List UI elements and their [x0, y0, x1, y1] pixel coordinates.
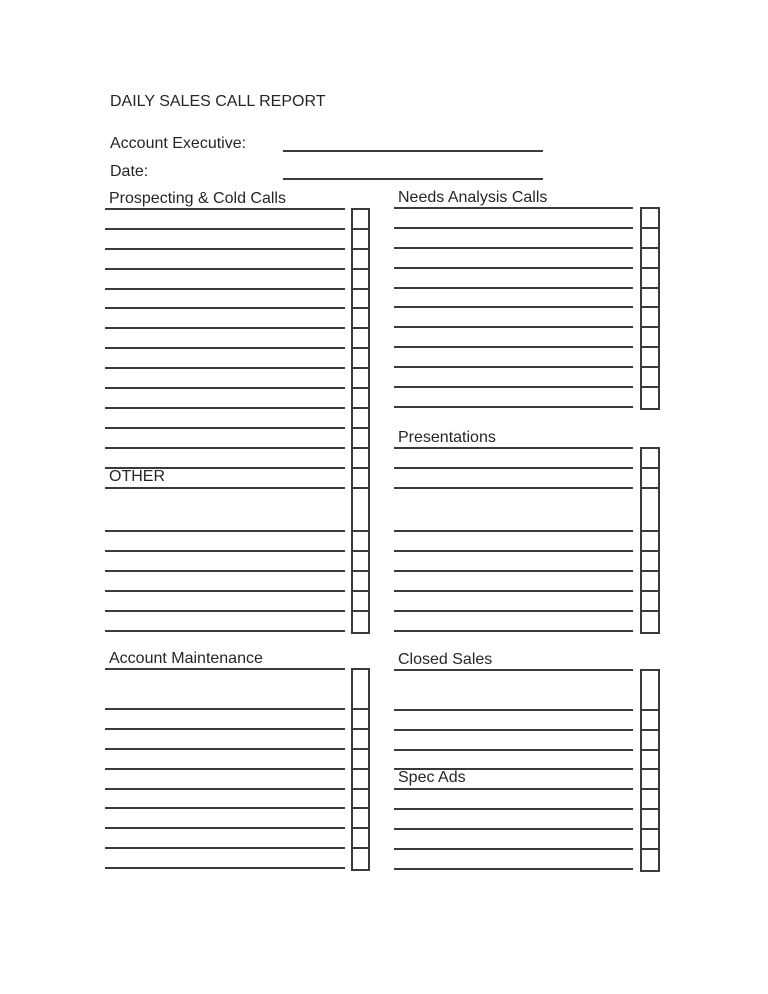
section-rows-needs-analysis-calls [394, 209, 633, 408]
checkbox[interactable] [642, 388, 658, 408]
account-executive-label: Account Executive: [110, 135, 247, 152]
blank-line-row[interactable] [394, 711, 633, 731]
checkbox[interactable] [642, 572, 658, 592]
section-rows-presentations [394, 449, 633, 632]
checkbox[interactable] [642, 770, 658, 790]
checkbox[interactable] [353, 809, 368, 829]
section-header-account-maintenance [105, 651, 345, 670]
checkbox[interactable] [353, 270, 368, 290]
blank-line-row[interactable] [394, 229, 633, 249]
checkbox[interactable] [353, 349, 368, 369]
checkbox[interactable] [353, 730, 368, 750]
section-rows-prospecting-cold-calls [105, 210, 345, 632]
blank-line-row[interactable] [105, 790, 345, 810]
blank-line-row[interactable] [105, 770, 345, 790]
checkbox[interactable] [642, 368, 658, 388]
checkbox[interactable] [642, 731, 658, 751]
checkbox[interactable] [642, 612, 658, 632]
checkbox[interactable] [642, 850, 658, 870]
checkbox[interactable] [642, 830, 658, 850]
blank-line-row[interactable] [394, 572, 633, 592]
checkbox[interactable] [353, 552, 368, 572]
blank-space-row[interactable] [105, 489, 345, 533]
checkbox[interactable] [642, 552, 658, 572]
blank-line-row[interactable] [105, 552, 345, 572]
blank-line-row[interactable] [394, 368, 633, 388]
blank-line-row[interactable] [394, 731, 633, 751]
checkbox[interactable] [642, 489, 658, 533]
section-header-needs-analysis-calls [394, 190, 633, 209]
checkbox[interactable] [642, 790, 658, 810]
blank-line-row[interactable] [105, 290, 345, 310]
blank-line-row[interactable] [105, 369, 345, 389]
section-header-presentations [394, 430, 633, 449]
checkbox[interactable] [353, 670, 368, 710]
checkbox[interactable] [353, 290, 368, 310]
blank-line-row[interactable] [105, 849, 345, 869]
section-header-closed-sales [394, 652, 633, 671]
checkbox-column-account-maintenance [351, 668, 370, 871]
date-label: Date: [110, 163, 149, 180]
checkbox[interactable] [642, 229, 658, 249]
blank-line-row[interactable] [394, 810, 633, 830]
checkbox[interactable] [353, 849, 368, 869]
checkbox[interactable] [353, 532, 368, 552]
subsection-label: OTHER [109, 467, 165, 485]
checkbox[interactable] [353, 210, 368, 230]
blank-line-row[interactable] [105, 592, 345, 612]
blank-line-row[interactable] [105, 349, 345, 369]
blank-line-row[interactable] [394, 388, 633, 408]
blank-line-row[interactable] [394, 830, 633, 850]
blank-line-row[interactable] [394, 612, 633, 632]
blank-line-row[interactable] [394, 790, 633, 810]
checkbox[interactable] [353, 829, 368, 849]
section-rows-closed-sales [394, 671, 633, 870]
checkbox[interactable] [353, 489, 368, 533]
blank-line-row[interactable] [394, 469, 633, 489]
blank-space-row[interactable] [394, 671, 633, 711]
blank-line-row[interactable] [105, 710, 345, 730]
checkbox[interactable] [642, 209, 658, 229]
checkbox[interactable] [642, 810, 658, 830]
section-rows-account-maintenance [105, 670, 345, 869]
blank-line-row[interactable] [394, 209, 633, 229]
blank-line-row[interactable] [394, 449, 633, 469]
checkbox[interactable] [353, 389, 368, 409]
page-title: DAILY SALES CALL REPORT [110, 93, 326, 110]
blank-line-row[interactable] [394, 249, 633, 269]
checkbox[interactable] [353, 429, 368, 449]
checkbox[interactable] [353, 612, 368, 632]
blank-line-row[interactable] [105, 532, 345, 552]
checkbox[interactable] [642, 449, 658, 469]
blank-line-row[interactable] [105, 230, 345, 250]
blank-line-row[interactable] [105, 409, 345, 429]
blank-line-row[interactable] [394, 532, 633, 552]
blank-line-row[interactable] [394, 592, 633, 612]
blank-line-row[interactable] [105, 389, 345, 409]
blank-line-row[interactable] [105, 210, 345, 230]
blank-line-row[interactable] [105, 750, 345, 770]
section-header-label: Account Maintenance [109, 650, 263, 667]
checkbox-column-needs-analysis-calls [640, 207, 660, 410]
section-header-prospecting-cold-calls [105, 191, 345, 210]
blank-line-row[interactable] [394, 328, 633, 348]
checkbox[interactable] [353, 329, 368, 349]
blank-line-row[interactable] [394, 552, 633, 572]
blank-line-row[interactable] [394, 308, 633, 328]
checkbox[interactable] [642, 671, 658, 711]
blank-line-row[interactable] [394, 751, 633, 771]
blank-line-row[interactable] [105, 612, 345, 632]
checkbox[interactable] [642, 711, 658, 731]
checkbox[interactable] [353, 790, 368, 810]
blank-line-row[interactable] [394, 289, 633, 309]
blank-line-row[interactable] [105, 250, 345, 270]
subsection-label: Spec Ads [398, 769, 466, 787]
checkbox[interactable] [642, 289, 658, 309]
checkbox[interactable] [353, 230, 368, 250]
section-header-label: Presentations [398, 429, 496, 446]
blank-line-row[interactable] [105, 730, 345, 750]
checkbox[interactable] [642, 308, 658, 328]
section-header-label: Prospecting & Cold Calls [109, 190, 286, 207]
date-input-line[interactable] [283, 178, 543, 180]
checkbox[interactable] [353, 250, 368, 270]
section-header-label: Closed Sales [398, 651, 493, 668]
checkbox[interactable] [353, 592, 368, 612]
checkbox[interactable] [642, 348, 658, 368]
subsection-label-row [105, 469, 345, 489]
checkbox-column-prospecting-cold-calls [351, 208, 370, 634]
blank-line-row[interactable] [394, 850, 633, 870]
checkbox[interactable] [642, 469, 658, 489]
checkbox[interactable] [353, 770, 368, 790]
blank-line-row[interactable] [105, 809, 345, 829]
blank-line-row[interactable] [105, 449, 345, 469]
blank-line-row[interactable] [105, 429, 345, 449]
subsection-label-row [394, 770, 633, 790]
checkbox[interactable] [353, 409, 368, 429]
blank-space-row[interactable] [394, 489, 633, 533]
checkbox-column-presentations [640, 447, 660, 634]
blank-line-row[interactable] [105, 309, 345, 329]
checkbox[interactable] [353, 710, 368, 730]
blank-space-row[interactable] [105, 670, 345, 710]
blank-line-row[interactable] [105, 572, 345, 592]
blank-line-row[interactable] [105, 829, 345, 849]
blank-line-row[interactable] [394, 348, 633, 368]
checkbox[interactable] [353, 469, 368, 489]
checkbox[interactable] [353, 750, 368, 770]
checkbox[interactable] [642, 751, 658, 771]
checkbox[interactable] [642, 269, 658, 289]
account-executive-input-line[interactable] [283, 150, 543, 152]
checkbox[interactable] [353, 449, 368, 469]
checkbox[interactable] [353, 369, 368, 389]
checkbox[interactable] [642, 592, 658, 612]
section-header-label: Needs Analysis Calls [398, 189, 548, 206]
blank-line-row[interactable] [105, 270, 345, 290]
checkbox[interactable] [642, 532, 658, 552]
blank-line-row[interactable] [394, 269, 633, 289]
checkbox-column-closed-sales [640, 669, 660, 872]
checkbox[interactable] [353, 309, 368, 329]
checkbox[interactable] [353, 572, 368, 592]
checkbox[interactable] [642, 249, 658, 269]
checkbox[interactable] [642, 328, 658, 348]
blank-line-row[interactable] [105, 329, 345, 349]
